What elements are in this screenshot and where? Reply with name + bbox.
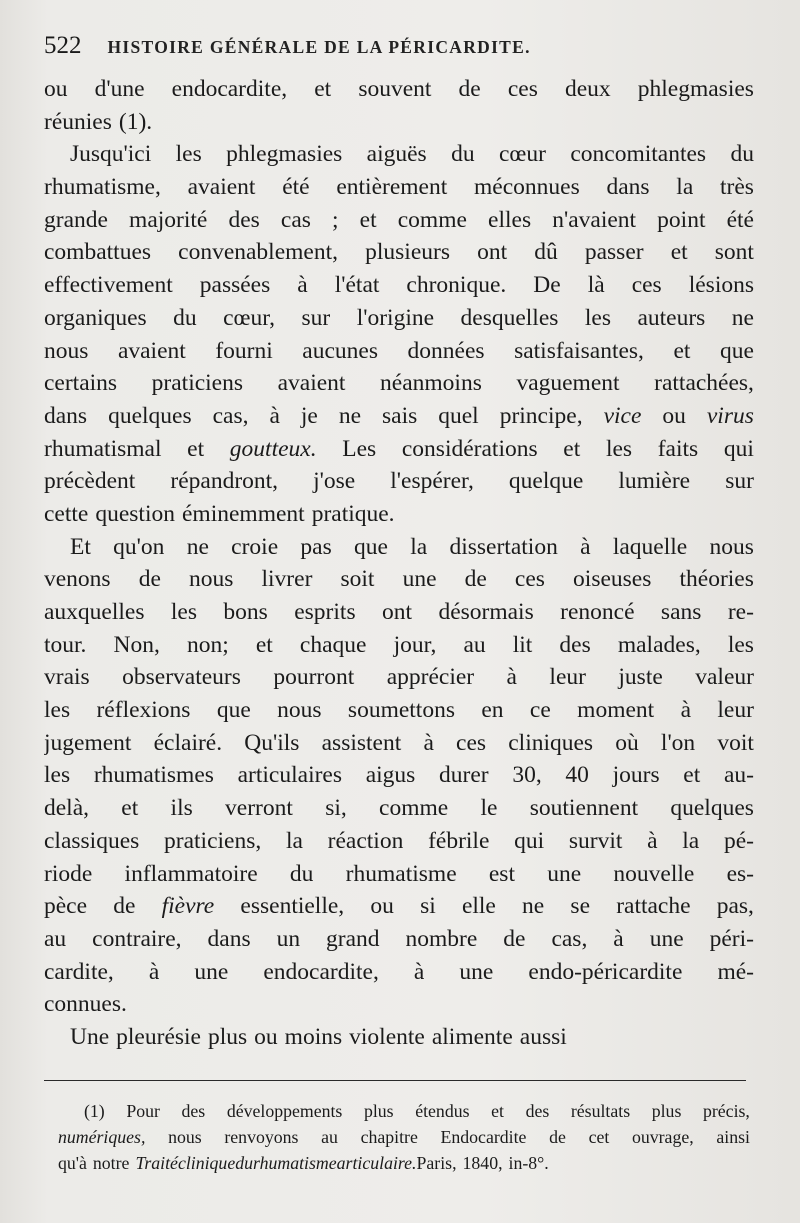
text-line: rhumatisme, avaient été entièrement méconnues dans la très (44, 174, 754, 201)
text-line: au contraire, dans un grand nombre de cas, à une péri- (44, 925, 754, 952)
text-line: ou d'une endocardite, et souvent de ces deux phlegmasies (44, 76, 754, 102)
text-line: les rhumatismes articulaires aigus durer 30, 40 jours et au- (44, 762, 754, 789)
text-line: cette question éminemment pratique. (44, 500, 395, 527)
footnote-line: qu'à notre Traité clinique du rhumatisme articulaire. Paris, 1840, in-8°. (58, 1153, 549, 1173)
text-line: Et qu'on ne croie pas que la dissertation à laquelle nous (70, 533, 754, 560)
text-line: les réflexions que nous soumettons en ce moment à leur (44, 697, 754, 724)
text-line: rhumatismal et goutteux. Les considérations et les faits qui (44, 435, 754, 462)
text-line: venons de nous livrer soit une de ces oiseuses théories (44, 566, 754, 593)
text-line: classiques praticiens, la réaction fébrile qui survit à la pé- (44, 827, 754, 854)
text-line: combattues convenablement, plusieurs ont dû passer et sont (44, 239, 754, 266)
text-line: Une pleurésie plus ou moins violente alimente aussi (70, 1023, 567, 1050)
text-line: riode inflammatoire du rhumatisme est une nouvelle es- (44, 860, 754, 887)
text-line: nous avaient fourni aucunes données satisfaisantes, et que (44, 337, 754, 364)
text-line: dans quelques cas, à je ne sais quel principe, vice ou virus (44, 402, 754, 429)
footnote (58, 1098, 750, 1176)
footnote-rule (44, 1080, 746, 1081)
text-line: précèdent répandront, j'ose l'espérer, quelque lumière sur (44, 468, 754, 495)
footnote-line: (1) Pour des développements plus étendus et des résultats plus précis, (84, 1101, 750, 1121)
text-line: jugement éclairé. Qu'ils assistent à ces cliniques où l'on voit (44, 729, 754, 756)
text-line: effectivement passées à l'état chronique. De là ces lésions (44, 272, 754, 299)
text-line: organiques du cœur, sur l'origine desquelles les auteurs ne (44, 304, 754, 331)
text-line: vrais observateurs pourront apprécier à leur juste valeur (44, 664, 754, 691)
text-line: cardite, à une endocardite, à une endo-péricardite mé- (44, 958, 754, 985)
text-line: Jusqu'ici les phlegmasies aiguës du cœur concomitantes du (70, 141, 754, 168)
text-line: delà, et ils verront si, comme le soutiennent quelques (44, 795, 754, 822)
text-line: réunies (1). (44, 108, 153, 135)
text-line: grande majorité des cas ; et comme elles n'avaient point été (44, 206, 754, 233)
page-number: 522 (44, 32, 82, 59)
text-line: certains praticiens avaient néanmoins vaguement rattachées, (44, 370, 754, 397)
text-line: auxquelles les bons esprits ont désormais renoncé sans re- (44, 599, 754, 625)
running-title: HISTOIRE GÉNÉRALE DE LA PÉRICARDITE. (107, 37, 531, 57)
text-line: connues. (44, 991, 127, 1018)
body-text (44, 73, 754, 1054)
page-header (44, 32, 754, 68)
footnote-line: numériques, nous renvoyons au chapitre Endocardite de cet ouvrage, ainsi (58, 1127, 750, 1147)
text-line: tour. Non, non; et chaque jour, au lit des malades, les (44, 631, 754, 658)
text-line: pèce de fièvre essentielle, ou si elle ne se rattache pas, (44, 893, 754, 920)
